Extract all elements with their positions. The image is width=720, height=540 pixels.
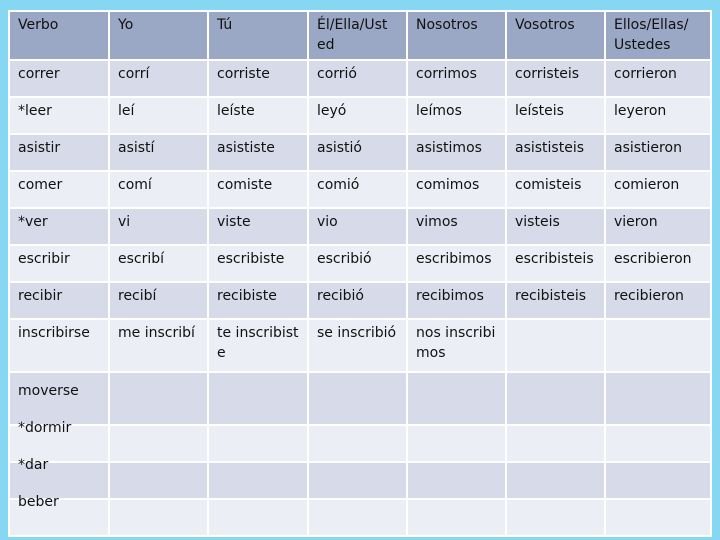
header-vosotros: Vosotros xyxy=(506,11,605,60)
empty-cell xyxy=(605,425,711,462)
empty-cell xyxy=(208,372,308,425)
empty-cell xyxy=(605,499,711,536)
empty-cell xyxy=(407,499,506,536)
ellos-cell: escribieron xyxy=(605,245,711,282)
vosotros-cell: recibisteis xyxy=(506,282,605,319)
table-row xyxy=(9,171,711,208)
table-row xyxy=(9,134,711,171)
ellos-cell: vieron xyxy=(605,208,711,245)
el-cell: corrió xyxy=(308,60,407,97)
table-row xyxy=(9,282,711,319)
header-verbo: Verbo xyxy=(9,11,109,60)
header-row xyxy=(9,11,711,60)
vosotros-cell: comisteis xyxy=(506,171,605,208)
extra-verb: *dar xyxy=(18,457,49,473)
ellos-cell: recibieron xyxy=(605,282,711,319)
tu-cell: escribiste xyxy=(208,245,308,282)
conjugation-table xyxy=(8,10,712,537)
yo-cell: comí xyxy=(109,171,208,208)
extra-verb: *dormir xyxy=(18,420,72,436)
vosotros-cell xyxy=(506,319,605,372)
table-row xyxy=(9,245,711,282)
verb-cell: asistir xyxy=(9,134,109,171)
yo-cell: vi xyxy=(109,208,208,245)
empty-cell xyxy=(605,372,711,425)
table-row xyxy=(9,60,711,97)
yo-cell: corrí xyxy=(109,60,208,97)
empty-cell xyxy=(506,499,605,536)
nosotros-cell: nos inscribimos xyxy=(407,319,506,372)
extra-verb: moverse xyxy=(18,383,79,399)
vosotros-cell: corristeis xyxy=(506,60,605,97)
el-cell: comió xyxy=(308,171,407,208)
verb-cell: correr xyxy=(9,60,109,97)
empty-row xyxy=(9,462,711,499)
empty-row xyxy=(9,372,711,425)
el-cell: se inscribió xyxy=(308,319,407,372)
nosotros-cell: vimos xyxy=(407,208,506,245)
yo-cell: leí xyxy=(109,97,208,134)
empty-cell xyxy=(308,372,407,425)
header-tu: Tú xyxy=(208,11,308,60)
tu-cell: asististe xyxy=(208,134,308,171)
tu-cell: recibiste xyxy=(208,282,308,319)
nosotros-cell: corrimos xyxy=(407,60,506,97)
verb-cell: *ver xyxy=(9,208,109,245)
empty-cell xyxy=(506,425,605,462)
el-cell: asistió xyxy=(308,134,407,171)
table-row xyxy=(9,208,711,245)
nosotros-cell: leímos xyxy=(407,97,506,134)
table-row xyxy=(9,319,711,372)
empty-cell xyxy=(308,499,407,536)
ellos-cell: leyeron xyxy=(605,97,711,134)
tu-cell: te inscribiste xyxy=(208,319,308,372)
nosotros-cell: asistimos xyxy=(407,134,506,171)
nosotros-cell: recibimos xyxy=(407,282,506,319)
tu-cell: comiste xyxy=(208,171,308,208)
nosotros-cell: comimos xyxy=(407,171,506,208)
empty-cell xyxy=(407,462,506,499)
yo-cell: me inscribí xyxy=(109,319,208,372)
ellos-cell: corrieron xyxy=(605,60,711,97)
tu-cell: leíste xyxy=(208,97,308,134)
yo-cell: escribí xyxy=(109,245,208,282)
empty-cell xyxy=(9,372,109,425)
empty-cell xyxy=(506,462,605,499)
verb-cell: inscribirse xyxy=(9,319,109,372)
el-cell: leyó xyxy=(308,97,407,134)
empty-cell xyxy=(605,462,711,499)
nosotros-cell: escribimos xyxy=(407,245,506,282)
header-ellos-ellas-ustedes: Ellos/Ellas/ Ustedes xyxy=(605,11,711,60)
verb-cell: recibir xyxy=(9,282,109,319)
empty-cell xyxy=(109,372,208,425)
vosotros-cell: asististeis xyxy=(506,134,605,171)
vosotros-cell: leísteis xyxy=(506,97,605,134)
ellos-cell: comieron xyxy=(605,171,711,208)
empty-cell xyxy=(9,499,109,536)
verb-cell: escribir xyxy=(9,245,109,282)
empty-cell xyxy=(208,462,308,499)
empty-cell xyxy=(109,462,208,499)
el-cell: vio xyxy=(308,208,407,245)
verb-cell: *leer xyxy=(9,97,109,134)
empty-cell xyxy=(308,425,407,462)
empty-cell xyxy=(506,372,605,425)
vosotros-cell: escribisteis xyxy=(506,245,605,282)
yo-cell: asistí xyxy=(109,134,208,171)
empty-row xyxy=(9,499,711,536)
empty-cell xyxy=(208,499,308,536)
empty-cell xyxy=(407,425,506,462)
extra-verb: beber xyxy=(18,494,59,510)
empty-cell xyxy=(9,462,109,499)
table-row xyxy=(9,97,711,134)
empty-cell xyxy=(407,372,506,425)
header-nosotros: Nosotros xyxy=(407,11,506,60)
empty-row xyxy=(9,425,711,462)
empty-cell xyxy=(109,425,208,462)
verb-cell: comer xyxy=(9,171,109,208)
empty-cell xyxy=(308,462,407,499)
empty-cell xyxy=(208,425,308,462)
tu-cell: corriste xyxy=(208,60,308,97)
empty-cell xyxy=(9,425,109,462)
vosotros-cell: visteis xyxy=(506,208,605,245)
yo-cell: recibí xyxy=(109,282,208,319)
header-el-ella-usted: Él/Ella/Ust ed xyxy=(308,11,407,60)
el-cell: recibió xyxy=(308,282,407,319)
ellos-cell: asistieron xyxy=(605,134,711,171)
tu-cell: viste xyxy=(208,208,308,245)
ellos-cell xyxy=(605,319,711,372)
el-cell: escribió xyxy=(308,245,407,282)
empty-cell xyxy=(109,499,208,536)
header-yo: Yo xyxy=(109,11,208,60)
